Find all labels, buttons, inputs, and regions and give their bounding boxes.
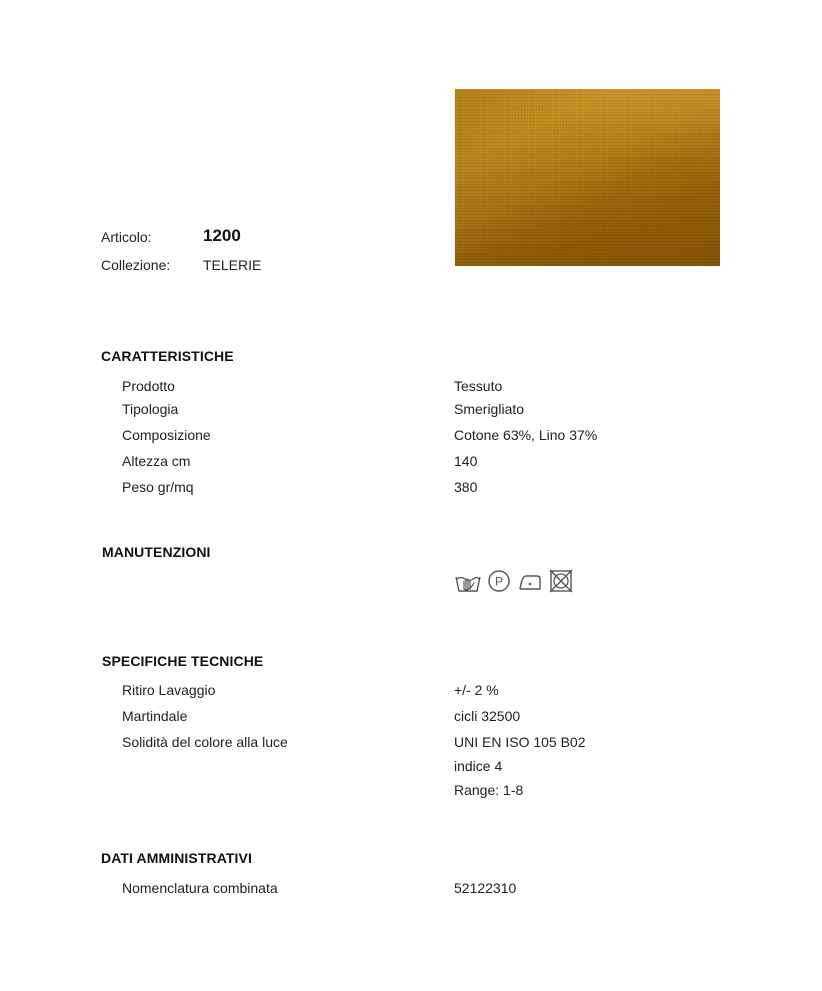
row-label: Altezza cm — [122, 453, 191, 469]
row-value: +/- 2 % — [454, 682, 499, 698]
row-label: Prodotto — [122, 378, 175, 394]
row-value: 140 — [454, 453, 478, 469]
row-value: 52122310 — [454, 880, 517, 896]
articolo-label: Articolo: — [101, 229, 152, 245]
row-label: Solidità del colore alla luce — [122, 734, 288, 750]
row-value: cicli 32500 — [454, 708, 521, 724]
row-value: UNI EN ISO 105 B02 — [454, 734, 586, 750]
row-label: Tipologia — [122, 401, 179, 417]
fabric-swatch-image — [455, 89, 720, 266]
do-not-tumble-dry-icon — [549, 569, 573, 593]
row-value: 380 — [454, 479, 478, 495]
row-label: Peso gr/mq — [122, 479, 194, 495]
row-label: Composizione — [122, 427, 211, 443]
collezione-label: Collezione: — [101, 257, 171, 273]
iron-low-icon — [517, 569, 543, 593]
care-icons — [455, 569, 573, 593]
section-title-caratteristiche: CARATTERISTICHE — [101, 348, 234, 364]
collezione-value: TELERIE — [203, 257, 262, 273]
section-title-specifiche: SPECIFICHE TECNICHE — [102, 653, 264, 669]
row-value-extra: Range: 1-8 — [454, 782, 524, 798]
svg-text:P: P — [494, 574, 504, 589]
hand-wash-icon — [455, 569, 481, 593]
row-value: Tessuto — [454, 378, 503, 394]
row-value: Cotone 63%, Lino 37% — [454, 427, 598, 443]
section-title-manutenzioni: MANUTENZIONI — [102, 544, 211, 560]
dry-clean-p-icon — [487, 569, 511, 593]
row-value-extra: indice 4 — [454, 758, 503, 774]
row-label: Nomenclatura combinata — [122, 880, 278, 896]
row-label: Martindale — [122, 708, 188, 724]
row-label: Ritiro Lavaggio — [122, 682, 216, 698]
section-title-amministrativi: DATI AMMINISTRATIVI — [101, 850, 252, 866]
articolo-value: 1200 — [203, 226, 241, 245]
row-value: Smerigliato — [454, 401, 525, 417]
